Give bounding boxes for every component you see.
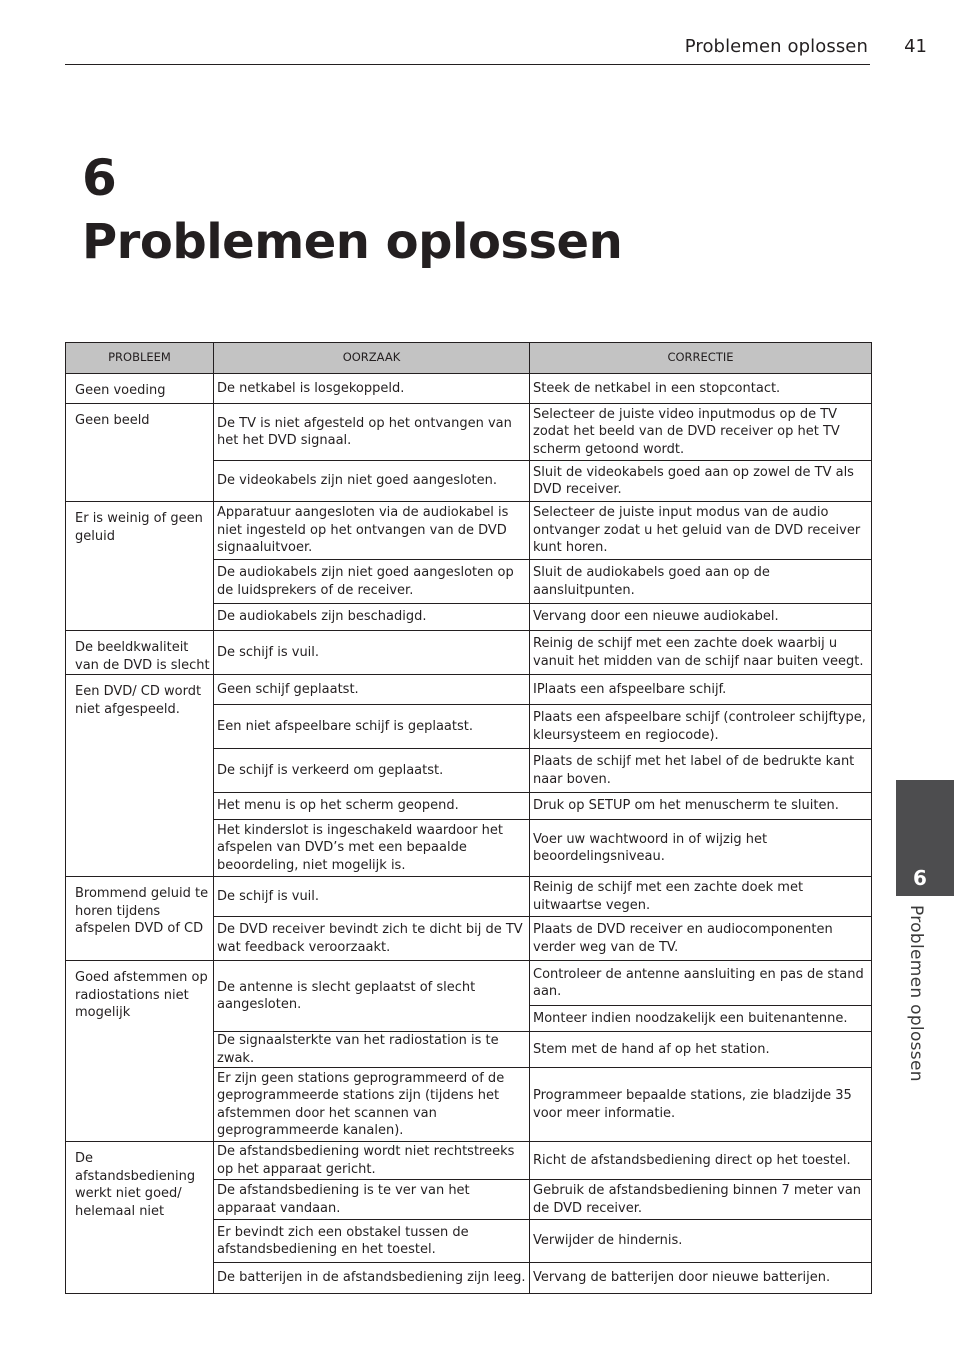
table-header-row bbox=[66, 343, 872, 374]
cause-cell: De DVD receiver bevindt zich te dicht bij de TV wat feedback veroorzaakt. bbox=[214, 917, 530, 961]
cause-cell: Het menu is op het scherm geopend. bbox=[214, 793, 530, 820]
fix-cell: Stem met de hand af op het station. bbox=[530, 1032, 872, 1068]
fix-cell: Selecteer de juiste input modus van de audio ontvanger zodat u het geluid van de DVD receiver kunt horen. bbox=[530, 502, 872, 560]
cause-cell: De antenne is slecht geplaatst of slecht aangesloten. bbox=[214, 961, 530, 1032]
fix-cell: Plaats de schijf met het label of de bedrukte kant naar boven. bbox=[530, 749, 872, 793]
cause-cell: De schijf is verkeerd om geplaatst. bbox=[214, 749, 530, 793]
fix-cell: Plaats een afspeelbare schijf (controleer schijftype, kleursysteem en regiocode). bbox=[530, 705, 872, 749]
fix-cell: Reinig de schijf met een zachte doek waarbij u vanuit het midden van de schijf naar buiten veegt. bbox=[530, 631, 872, 675]
problem-cell: Brommend geluid te horen tijdens afspelen DVD of CD bbox=[66, 877, 214, 961]
column-header-cause: OORZAAK bbox=[214, 343, 530, 374]
table-row bbox=[66, 675, 872, 705]
problem-cell: Er is weinig of geen geluid bbox=[66, 502, 214, 631]
table-row bbox=[66, 961, 872, 1006]
table-row bbox=[66, 631, 872, 675]
cause-cell: Er zijn geen stations geprogrammeerd of de geprogrammeerde stations zijn (tijdens het afstemmen door het scannen van geprogrammeerde kanalen). bbox=[214, 1068, 530, 1142]
fix-cell: Programmeer bepaalde stations, zie bladzijde 35 voor meer informatie. bbox=[530, 1068, 872, 1142]
fix-cell: Controleer de antenne aansluiting en pas de stand aan. bbox=[530, 961, 872, 1006]
problem-cell: Een DVD/ CD wordt niet afgespeeld. bbox=[66, 675, 214, 877]
chapter-title: Problemen oplossen bbox=[82, 214, 623, 270]
problem-cell: Geen voeding bbox=[66, 374, 214, 404]
fix-cell: Sluit de audiokabels goed aan op de aansluitpunten. bbox=[530, 560, 872, 604]
cause-cell: Er bevindt zich een obstakel tussen de afstandsbediening en het toestel. bbox=[214, 1220, 530, 1263]
cause-cell: De afstandsbediening wordt niet rechtstreeks op het apparaat gericht. bbox=[214, 1142, 530, 1180]
problem-cell: Goed afstemmen op radiostations niet mogelijk bbox=[66, 961, 214, 1142]
column-header-problem: PROBLEEM bbox=[66, 343, 214, 374]
cause-cell: De schijf is vuil. bbox=[214, 631, 530, 675]
cause-cell: Apparatuur aangesloten via de audiokabel is niet ingesteld op het ontvangen van de DVD signaaluitvoer. bbox=[214, 502, 530, 560]
cause-cell: De TV is niet afgesteld op het ontvangen van het het DVD signaal. bbox=[214, 404, 530, 461]
table-row bbox=[66, 502, 872, 560]
cause-cell: De schijf is vuil. bbox=[214, 877, 530, 917]
cause-cell: Een niet afspeelbare schijf is geplaatst. bbox=[214, 705, 530, 749]
chapter-tab-number: 6 bbox=[913, 866, 927, 890]
troubleshooting-table bbox=[65, 342, 872, 1294]
fix-cell: IPlaats een afspeelbare schijf. bbox=[530, 675, 872, 705]
cause-cell: De audiokabels zijn niet goed aangesloten op de luidsprekers of de receiver. bbox=[214, 560, 530, 604]
cause-cell: De videokabels zijn niet goed aangesloten. bbox=[214, 461, 530, 502]
cause-cell: Geen schijf geplaatst. bbox=[214, 675, 530, 705]
table-row bbox=[66, 1142, 872, 1180]
fix-cell: Verwijder de hindernis. bbox=[530, 1220, 872, 1263]
fix-cell: Steek de netkabel in een stopcontact. bbox=[530, 374, 872, 404]
fix-cell: Voer uw wachtwoord in of wijzig het beoordelingsniveau. bbox=[530, 820, 872, 877]
chapter-tab bbox=[896, 780, 954, 896]
fix-cell: Vervang door een nieuwe audiokabel. bbox=[530, 604, 872, 631]
fix-cell: Vervang de batterijen door nieuwe batterijen. bbox=[530, 1263, 872, 1294]
fix-cell: Monteer indien noodzakelijk een buitenantenne. bbox=[530, 1006, 872, 1032]
running-header bbox=[0, 34, 954, 64]
fix-cell: Druk op SETUP om het menuscherm te sluiten. bbox=[530, 793, 872, 820]
fix-cell: Sluit de videokabels goed aan op zowel de TV als DVD receiver. bbox=[530, 461, 872, 502]
table-row bbox=[66, 877, 872, 917]
cause-cell: Het kinderslot is ingeschakeld waardoor het afspelen van DVD’s met een bepaalde beoordeling, niet mogelijk is. bbox=[214, 820, 530, 877]
problem-cell: Geen beeld bbox=[66, 404, 214, 502]
cause-cell: De audiokabels zijn beschadigd. bbox=[214, 604, 530, 631]
problem-cell: De beeldkwaliteit van de DVD is slecht bbox=[66, 631, 214, 675]
header-divider bbox=[65, 64, 870, 65]
table-row bbox=[66, 374, 872, 404]
running-header-title: Problemen oplossen bbox=[684, 36, 868, 57]
problem-cell: De afstandsbediening werkt niet goed/ helemaal niet bbox=[66, 1142, 214, 1294]
cause-cell: De netkabel is losgekoppeld. bbox=[214, 374, 530, 404]
fix-cell: Selecteer de juiste video inputmodus op de TV zodat het beeld van de DVD receiver op het TV scherm getoond wordt. bbox=[530, 404, 872, 461]
fix-cell: Richt de afstandsbediening direct op het toestel. bbox=[530, 1142, 872, 1180]
cause-cell: De afstandsbediening is te ver van het apparaat vandaan. bbox=[214, 1180, 530, 1220]
fix-cell: Gebruik de afstandsbediening binnen 7 meter van de DVD receiver. bbox=[530, 1180, 872, 1220]
table-row bbox=[66, 404, 872, 461]
chapter-tab-label: Problemen oplossen bbox=[906, 905, 926, 1082]
fix-cell: Plaats de DVD receiver en audiocomponenten verder weg van de TV. bbox=[530, 917, 872, 961]
page-number: 41 bbox=[904, 36, 927, 57]
cause-cell: De batterijen in de afstandsbediening zijn leeg. bbox=[214, 1263, 530, 1294]
fix-cell: Reinig de schijf met een zachte doek met uitwaartse vegen. bbox=[530, 877, 872, 917]
cause-cell: De signaalsterkte van het radiostation is te zwak. bbox=[214, 1032, 530, 1068]
chapter-number: 6 bbox=[82, 149, 117, 207]
column-header-fix: CORRECTIE bbox=[530, 343, 872, 374]
